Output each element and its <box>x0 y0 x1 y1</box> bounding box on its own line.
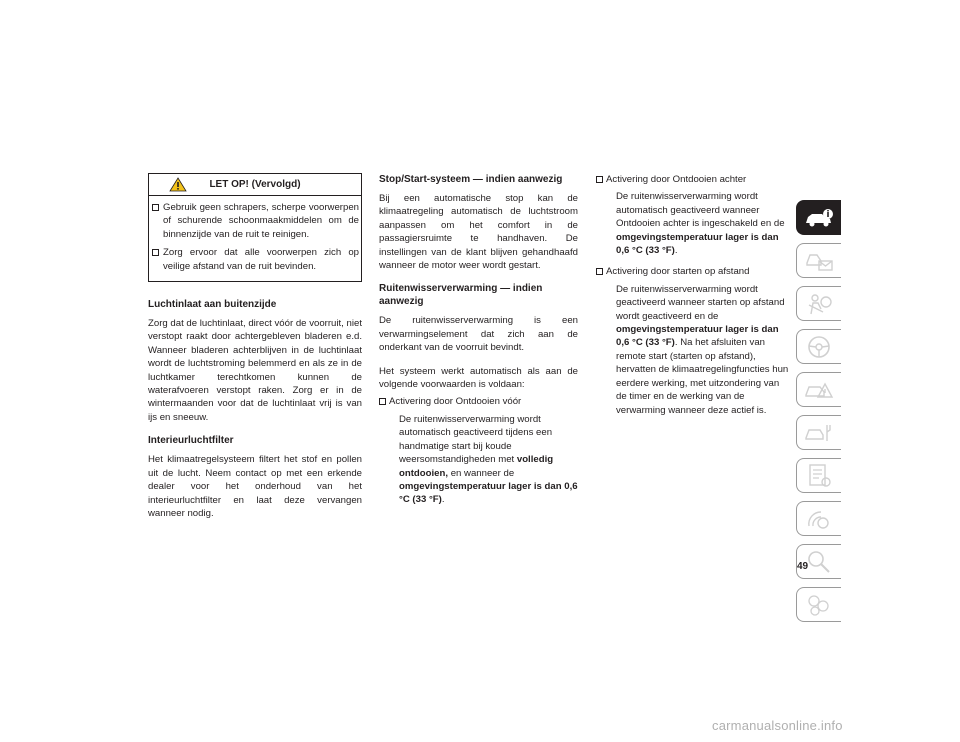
page-number: 49 <box>797 561 809 572</box>
square-bullet-icon <box>152 204 159 211</box>
square-bullet-icon <box>596 176 603 183</box>
warning-box <box>148 173 362 282</box>
paragraph: Zorg dat de luchtinlaat, direct vóór de voorruit, niet verstopt raakt door achtergebleven bladeren e.d. Wanneer bladeren achterblijven in de luchtinlaat wordt de luchtstroming belemmerd en als ze in de luchtkamer terechtkomen kunnen de waterafvoeren verstopt raken. Zorg er in de wintermaanden voor dat de luchtinlaat vrij is van ijs en sneeuw. <box>148 318 362 423</box>
multimedia-icon <box>803 506 835 532</box>
paragraph: Het klimaatregelsysteem filtert het stof en pollen uit de lucht. Neem contact op met een erkende dealer voor het onderhoud van het interieurluchtfilter en laat deze vervangen wanneer nodig. <box>148 454 362 519</box>
square-bullet-icon <box>152 249 159 256</box>
column-3 <box>596 173 792 425</box>
warning-header <box>149 174 361 196</box>
warning-title: LET OP! (Vervolgd) <box>209 179 301 190</box>
section-heading: Stop/Start-systeem — indien aanwezig <box>379 174 563 185</box>
bullet-description: De ruitenwisserverwarming wordt automatisch geactiveerd tijdens een handmatige start bij koude weersomstandigheden met volledig ontdooien, en wanneer de omgevingstemperatuur lager is dan 0,6 °C (33 °F). <box>399 413 578 506</box>
bullet-description: De ruitenwisserverwarming wordt geactiveerd wanneer starten op afstand wordt geactiveerd en de omgevingstemperatuur lager is dan 0,6 °C (33 °F). Na het afsluiten van remote start (starten op afstand), hervatten de klimaatregelingfuncties hun eerdere werking, met uitzondering van de timer en de werking van de verwarming wanneer deze actief is. <box>616 283 789 416</box>
tab-breakdown[interactable] <box>796 372 841 407</box>
bullet-item: Activering door Ontdooien achter <box>596 173 792 186</box>
paragraph: De ruitenwisserverwarming is een verwarmingselement dat zich aan de onderkant van de voorruit bevindt. <box>379 315 578 354</box>
tab-multimedia[interactable] <box>796 501 841 536</box>
paragraph: Bij een automatische stop kan de klimaatregeling automatisch de luchtstroom aanpassen om het comfort in de passagiersruimte te handhaven. De instellingen van de klant blijven gehandhaafd wanneer de motor weer wordt gestart. <box>379 193 578 272</box>
tab-warning-lights[interactable] <box>796 243 841 278</box>
tab-steering[interactable] <box>796 329 841 364</box>
tab-specifications[interactable] <box>796 458 841 493</box>
bullet-item: Activering door Ontdooien vóór <box>379 395 578 408</box>
warning-item: Zorg ervoor dat alle voorwerpen zich op veilige afstand van de ruit bevinden. <box>163 246 359 273</box>
car-info-icon <box>803 207 835 229</box>
paragraph: Het systeem werkt automatisch als aan de volgende voorwaarden is voldaan: <box>379 365 578 391</box>
languages-icon <box>803 592 835 618</box>
tab-languages[interactable] <box>796 587 841 622</box>
tab-car-info[interactable] <box>796 200 841 235</box>
airbag-safety-icon <box>803 292 835 316</box>
tab-airbag-safety[interactable] <box>796 286 841 321</box>
watermark: carmanualsonline.info <box>712 718 843 733</box>
specifications-icon <box>803 463 835 489</box>
service-tools-icon <box>803 421 835 445</box>
tab-service[interactable] <box>796 415 841 450</box>
warning-item: Gebruik geen schrapers, scherpe voorwerpen of schurende schoonmaakmiddelen om de binnenzijde van de ruit te reinigen. <box>163 201 359 241</box>
warning-body <box>149 196 361 281</box>
bullet-description: De ruitenwisserverwarming wordt automatisch geactiveerd wanneer Ontdooien achter is ingeschakeld en de omgevingstemperatuur lager is dan 0,6 °C (33 °F). <box>616 191 785 257</box>
column-2 <box>379 173 578 515</box>
breakdown-icon <box>803 378 835 402</box>
section-heading: Interieurluchtfilter <box>148 435 234 447</box>
section-heading: Ruitenwisserverwarming — indien aanwezig <box>379 283 543 308</box>
column-1 <box>148 173 362 530</box>
warning-lights-icon <box>803 249 835 273</box>
square-bullet-icon <box>596 268 603 275</box>
section-heading: Luchtinlaat aan buitenzijde <box>148 299 277 311</box>
warning-icon <box>169 177 187 192</box>
steering-wheel-icon <box>803 334 835 360</box>
square-bullet-icon <box>379 398 386 405</box>
bullet-item: Activering door starten op afstand <box>596 265 792 278</box>
